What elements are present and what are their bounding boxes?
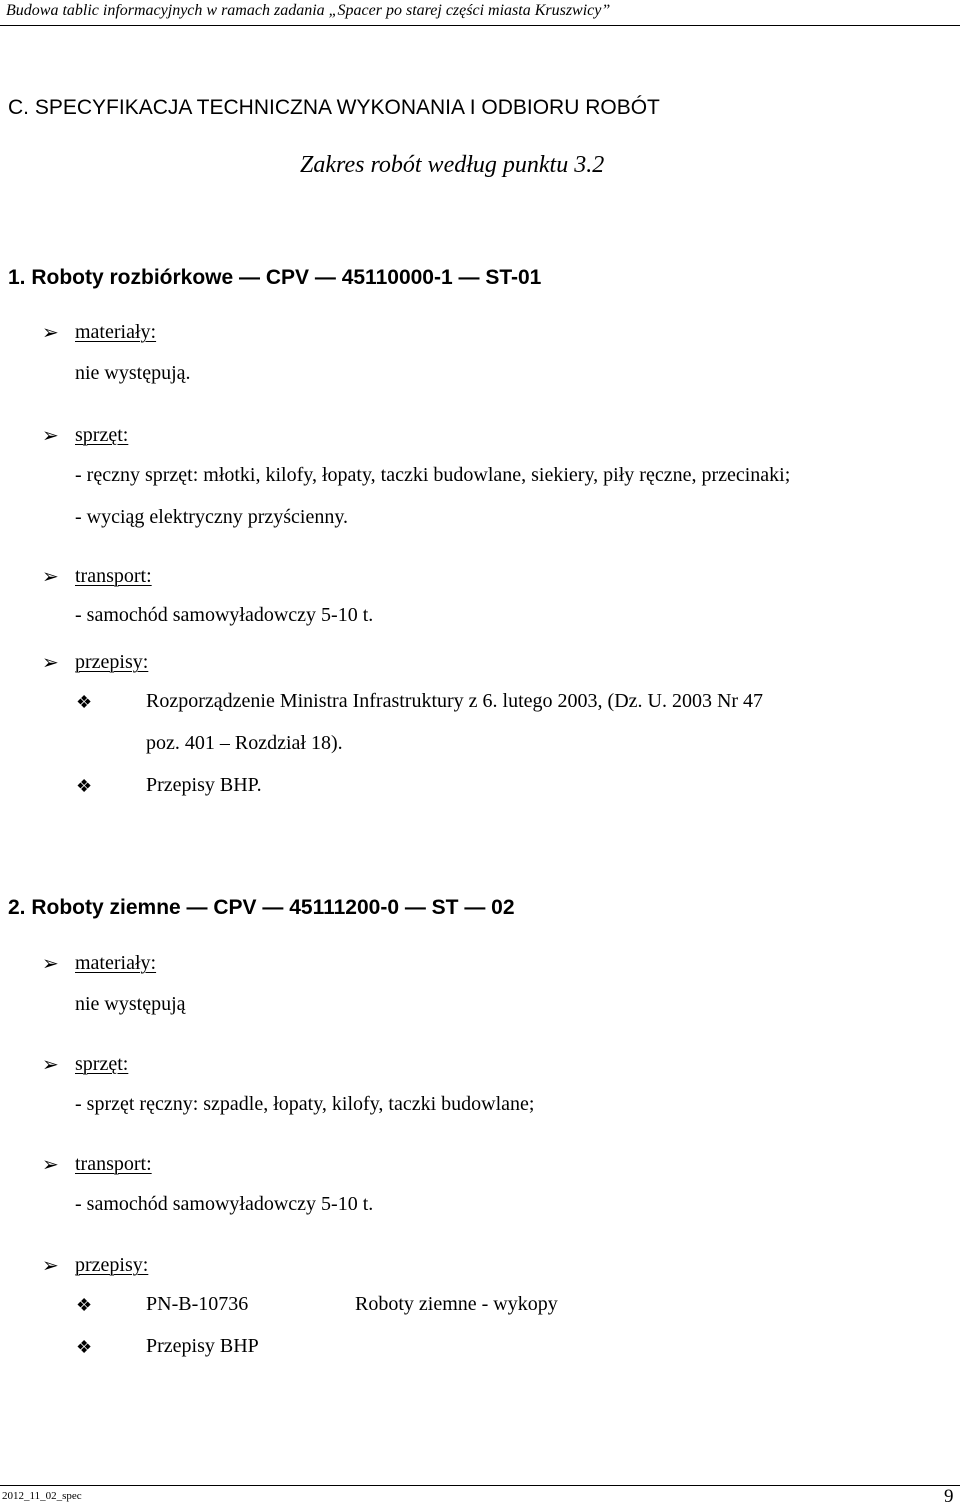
footer-doc-id: 2012_11_02_spec bbox=[2, 1490, 82, 1502]
section-2-regulation-code: Przepisy BHP bbox=[146, 1335, 259, 1357]
arrow-bullet-icon: ➢ bbox=[42, 652, 59, 674]
section-1-regulation-item: Przepisy BHP. bbox=[146, 774, 262, 796]
arrow-bullet-icon: ➢ bbox=[42, 1154, 59, 1176]
section-2-equipment-text: - sprzęt ręczny: szpadle, łopaty, kilofy, taczki budowlane; bbox=[75, 1093, 535, 1115]
section-1-equipment-line: - ręczny sprzęt: młotki, kilofy, łopaty, taczki budowlane, siekiery, piły ręczne, przecinaki; bbox=[75, 464, 791, 486]
arrow-bullet-icon: ➢ bbox=[42, 1255, 59, 1277]
section-2-regulation-code: PN-B-10736 bbox=[146, 1293, 249, 1315]
arrow-bullet-icon: ➢ bbox=[42, 1054, 59, 1076]
section-1-heading: 1. Roboty rozbiórkowe — CPV — 45110000-1 — ST-01 bbox=[8, 266, 542, 289]
section-1-regulation-item-cont: poz. 401 – Rozdział 18). bbox=[146, 732, 343, 754]
section-2-heading: 2. Roboty ziemne — CPV — 45111200-0 — ST — 02 bbox=[8, 896, 515, 919]
section-2-regulations-label: przepisy: bbox=[75, 1254, 149, 1276]
document-subtitle: Zakres robót według punktu 3.2 bbox=[300, 152, 605, 178]
section-1-regulation-item: Rozporządzenie Ministra Infrastruktury z 6. lutego 2003, (Dz. U. 2003 Nr 47 bbox=[146, 690, 764, 712]
section-1-materials-text: nie występują. bbox=[75, 362, 191, 384]
section-2-regulation-title: Roboty ziemne - wykopy bbox=[355, 1293, 558, 1315]
section-2-materials-label: materiały: bbox=[75, 952, 157, 974]
running-header: Budowa tablic informacyjnych w ramach zadania „Spacer po starej części miasta Kruszwicy” bbox=[6, 2, 611, 19]
diamond-bullet-icon: ❖ bbox=[76, 1295, 93, 1315]
diamond-bullet-icon: ❖ bbox=[76, 692, 93, 712]
section-1-transport-label: transport: bbox=[75, 565, 152, 587]
header-divider bbox=[0, 25, 960, 26]
document-title: C. SPECYFIKACJA TECHNICZNA WYKONANIA I ODBIORU ROBÓT bbox=[8, 96, 660, 119]
arrow-bullet-icon: ➢ bbox=[42, 425, 59, 447]
page-number: 9 bbox=[944, 1486, 954, 1507]
section-2-equipment-label: sprzęt: bbox=[75, 1053, 129, 1075]
diamond-bullet-icon: ❖ bbox=[76, 1337, 93, 1357]
section-2-materials-text: nie występują bbox=[75, 993, 186, 1015]
section-1-materials-label: materiały: bbox=[75, 321, 157, 343]
arrow-bullet-icon: ➢ bbox=[42, 322, 59, 344]
section-2-transport-label: transport: bbox=[75, 1153, 152, 1175]
diamond-bullet-icon: ❖ bbox=[76, 776, 93, 796]
footer-divider bbox=[0, 1485, 960, 1486]
section-1-transport-text: - samochód samowyładowczy 5-10 t. bbox=[75, 604, 374, 626]
section-1-equipment-label: sprzęt: bbox=[75, 424, 129, 446]
section-2-transport-text: - samochód samowyładowczy 5-10 t. bbox=[75, 1193, 374, 1215]
section-1-equipment-line: - wyciąg elektryczny przyścienny. bbox=[75, 506, 349, 528]
arrow-bullet-icon: ➢ bbox=[42, 953, 59, 975]
section-1-regulations-label: przepisy: bbox=[75, 651, 149, 673]
arrow-bullet-icon: ➢ bbox=[42, 566, 59, 588]
